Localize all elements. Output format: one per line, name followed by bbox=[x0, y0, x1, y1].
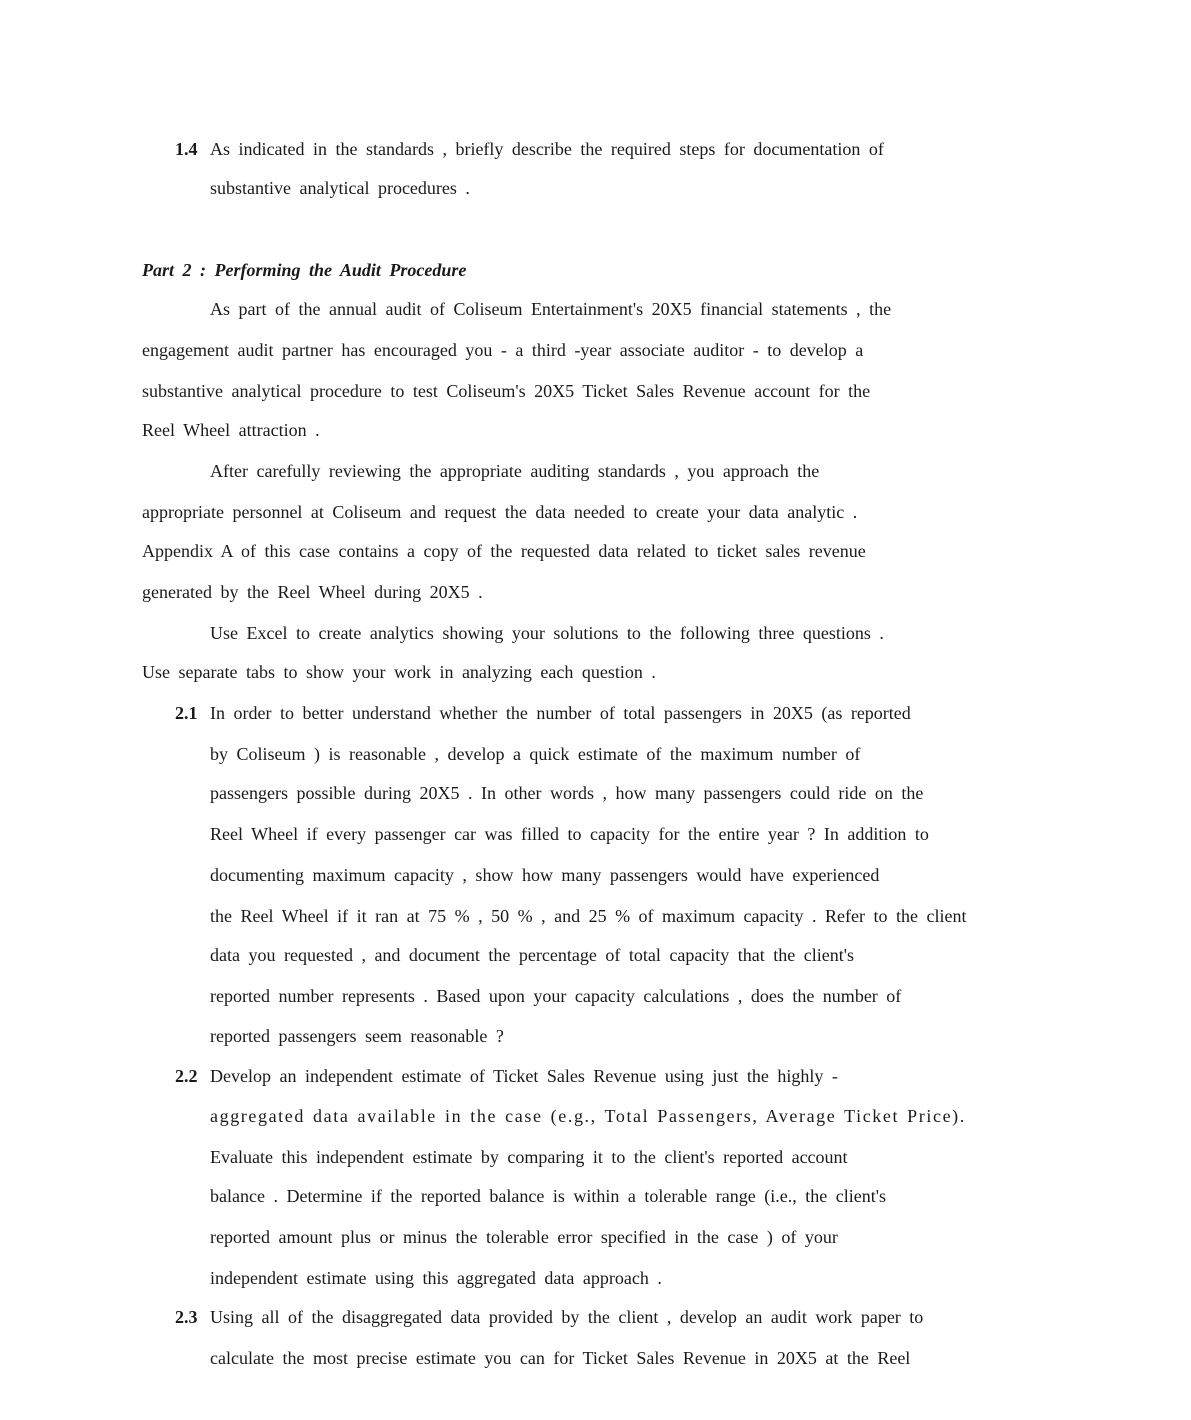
item-2-1-line-1: In order to better understand whether the number of total passengers in 20X5 (as reported bbox=[210, 703, 911, 723]
item-1-4-line-1: As indicated in the standards , briefly describe the required steps for documentation of bbox=[210, 139, 884, 159]
item-1-4-line-2: substantive analytical procedures . bbox=[210, 178, 470, 198]
item-2-2-line-4: balance . Determine if the reported balance is within a tolerable range (i.e., the client's bbox=[210, 1186, 886, 1206]
item-2-2-number: 2.2 bbox=[175, 1066, 198, 1086]
para1-line-4: Reel Wheel attraction . bbox=[142, 420, 320, 440]
para1-line-1: As part of the annual audit of Coliseum Entertainment's 20X5 financial statements , the bbox=[210, 299, 892, 319]
item-2-1-line-2: by Coliseum ) is reasonable , develop a quick estimate of the maximum number of bbox=[210, 744, 861, 764]
para2-line-2: appropriate personnel at Coliseum and request the data needed to create your data analytic . bbox=[142, 502, 858, 522]
item-2-1-line-6: the Reel Wheel if it ran at 75 % , 50 % , and 25 % of maximum capacity . Refer to the client bbox=[210, 906, 967, 926]
item-2-1-line-7: data you requested , and document the percentage of total capacity that the client's bbox=[210, 945, 855, 965]
item-2-2-line-5: reported amount plus or minus the tolerable error specified in the case ) of your bbox=[210, 1227, 838, 1247]
item-2-3-line-1: Using all of the disaggregated data provided by the client , develop an audit work paper to bbox=[210, 1307, 924, 1327]
item-2-1-line-4: Reel Wheel if every passenger car was filled to capacity for the entire year ? In addition to bbox=[210, 824, 929, 844]
item-2-3-number: 2.3 bbox=[175, 1307, 198, 1327]
item-2-1-line-5: documenting maximum capacity , show how many passengers would have experienced bbox=[210, 865, 880, 885]
item-2-2-line-6: independent estimate using this aggregated data approach . bbox=[210, 1268, 662, 1288]
item-2-2-line-1: Develop an independent estimate of Ticket Sales Revenue using just the highly - bbox=[210, 1066, 838, 1086]
para1-line-3: substantive analytical procedure to test Coliseum's 20X5 Ticket Sales Revenue account for the bbox=[142, 381, 871, 401]
item-2-1-number: 2.1 bbox=[175, 703, 198, 723]
item-2-1-line-9: reported passengers seem reasonable ? bbox=[210, 1026, 504, 1046]
item-2-1-line-8: reported number represents . Based upon your capacity calculations , does the number of bbox=[210, 986, 902, 1006]
item-2-3-line-2: calculate the most precise estimate you can for Ticket Sales Revenue in 20X5 at the Reel bbox=[210, 1348, 911, 1368]
part-2-heading: Part 2 : Performing the Audit Procedure bbox=[142, 260, 467, 280]
item-2-2-line-3: Evaluate this independent estimate by comparing it to the client's reported account bbox=[210, 1147, 848, 1167]
para2-line-3: Appendix A of this case contains a copy of the requested data related to ticket sales revenue bbox=[142, 541, 866, 561]
item-2-1-line-3: passengers possible during 20X5 . In other words , how many passengers could ride on the bbox=[210, 783, 924, 803]
para1-line-2: engagement audit partner has encouraged you - a third -year associate auditor - to develop a bbox=[142, 340, 864, 360]
para2-line-4: generated by the Reel Wheel during 20X5 . bbox=[142, 582, 483, 602]
para2-line-1: After carefully reviewing the appropriate auditing standards , you approach the bbox=[210, 461, 820, 481]
para3-line-2: Use separate tabs to show your work in analyzing each question . bbox=[142, 662, 656, 682]
para3-line-1: Use Excel to create analytics showing your solutions to the following three questions . bbox=[210, 623, 884, 643]
item-2-2-line-2: aggregated data available in the case (e.g., Total Passengers, Average Ticket Price). bbox=[210, 1106, 966, 1126]
item-1-4-number: 1.4 bbox=[175, 139, 198, 159]
